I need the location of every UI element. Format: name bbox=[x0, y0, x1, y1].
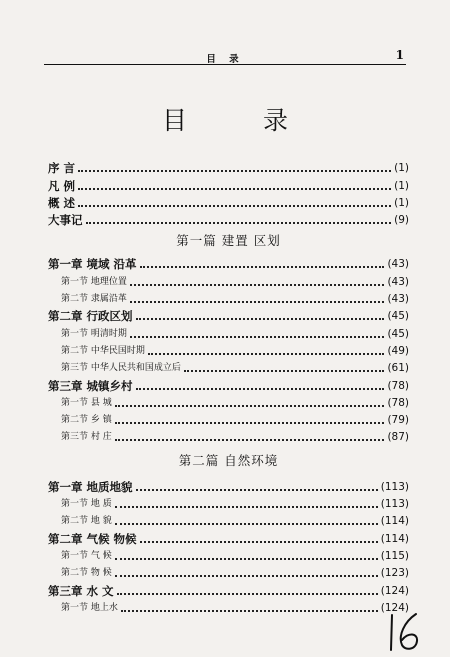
entry-page: (1) bbox=[394, 196, 409, 209]
dot-leader bbox=[115, 437, 385, 441]
dot-leader bbox=[130, 299, 385, 303]
entry-label: 第一节 县 城 bbox=[61, 397, 112, 408]
table-of-contents bbox=[48, 158, 409, 615]
dot-leader bbox=[78, 186, 391, 190]
entry-page: (114) bbox=[380, 515, 409, 528]
entry-page: (43) bbox=[387, 275, 409, 288]
toc-chapter-entry bbox=[48, 158, 409, 175]
toc-title: 目 录 bbox=[162, 106, 322, 135]
entry-label: 第一章 境域 沿革 bbox=[48, 257, 137, 272]
part-heading: 第二篇 自然环境 bbox=[178, 453, 279, 469]
entry-label: 概 述 bbox=[48, 195, 76, 210]
entry-label: 序 言 bbox=[48, 161, 76, 176]
entry-label: 第二章 行政区划 bbox=[48, 309, 133, 324]
dot-leader bbox=[78, 168, 391, 172]
dot-leader bbox=[115, 420, 385, 424]
entry-page: (1) bbox=[394, 179, 409, 192]
toc-chapter-entry bbox=[48, 528, 409, 545]
toc-section-entry bbox=[48, 271, 409, 288]
entry-page: (78) bbox=[387, 396, 409, 409]
dot-leader bbox=[115, 573, 378, 577]
entry-page: (43) bbox=[387, 258, 409, 271]
dot-leader bbox=[130, 282, 385, 286]
dot-leader bbox=[115, 504, 378, 508]
entry-label: 第一节 地上水 bbox=[61, 602, 118, 613]
dot-leader bbox=[136, 487, 378, 491]
entry-page: (115) bbox=[380, 549, 409, 562]
toc-chapter-entry bbox=[48, 306, 409, 323]
dot-leader bbox=[136, 316, 385, 320]
entry-label: 第三节 村 庄 bbox=[61, 432, 112, 443]
toc-section-entry bbox=[48, 323, 409, 340]
dot-leader bbox=[136, 386, 385, 390]
toc-chapter-entry bbox=[48, 193, 409, 210]
toc-section-entry bbox=[48, 427, 409, 444]
dot-leader bbox=[184, 368, 385, 372]
dot-leader bbox=[117, 591, 378, 595]
entry-label: 大事记 bbox=[48, 213, 83, 228]
toc-chapter-entry bbox=[48, 375, 409, 392]
entry-page: (124) bbox=[380, 601, 409, 614]
entry-page: (79) bbox=[387, 414, 409, 427]
entry-page: (78) bbox=[387, 379, 409, 392]
toc-section-entry bbox=[48, 563, 409, 580]
entry-label: 第一节 明清时期 bbox=[61, 328, 127, 339]
entry-label: 第二节 隶属沿革 bbox=[61, 294, 127, 305]
dot-leader bbox=[78, 203, 391, 207]
dot-leader bbox=[130, 334, 385, 338]
page-number: 1 bbox=[395, 48, 404, 62]
entry-page: (9) bbox=[394, 214, 409, 227]
toc-section-entry bbox=[48, 410, 409, 427]
entry-page: (1) bbox=[394, 162, 409, 175]
toc-section-entry bbox=[48, 546, 409, 563]
entry-label: 第三节 中华人民共和国成立后 bbox=[61, 363, 181, 374]
entry-label: 第一节 气 候 bbox=[61, 550, 112, 561]
entry-label: 第三章 城镇乡村 bbox=[48, 378, 133, 393]
entry-page: (49) bbox=[387, 344, 409, 357]
toc-chapter-entry bbox=[48, 580, 409, 597]
entry-page: (114) bbox=[380, 532, 409, 545]
toc-chapter-entry bbox=[48, 476, 409, 493]
entry-label: 凡 例 bbox=[48, 178, 76, 193]
entry-page: (45) bbox=[387, 310, 409, 323]
entry-label: 第一节 地理位置 bbox=[61, 276, 127, 287]
dot-leader bbox=[115, 403, 385, 407]
toc-chapter-entry bbox=[48, 254, 409, 271]
running-header bbox=[44, 50, 406, 65]
entry-page: (45) bbox=[387, 327, 409, 340]
dot-leader bbox=[115, 556, 378, 560]
entry-page: (113) bbox=[380, 498, 409, 511]
toc-chapter-entry bbox=[48, 210, 409, 227]
entry-page: (124) bbox=[380, 584, 409, 597]
dot-leader bbox=[140, 264, 385, 268]
entry-label: 第二章 气候 物候 bbox=[48, 531, 137, 546]
part-heading: 第一篇 建置 区划 bbox=[176, 233, 281, 249]
entry-page: (61) bbox=[387, 362, 409, 375]
toc-section-entry bbox=[48, 289, 409, 306]
entry-label: 第二节 物 候 bbox=[61, 568, 112, 579]
toc-section-entry bbox=[48, 494, 409, 511]
dot-leader bbox=[86, 220, 392, 224]
toc-chapter-entry bbox=[48, 175, 409, 192]
toc-section-entry bbox=[48, 393, 409, 410]
entry-label: 第三章 水 文 bbox=[48, 583, 114, 598]
entry-label: 第二节 乡 镇 bbox=[61, 415, 112, 426]
toc-section-entry bbox=[48, 511, 409, 528]
entry-page: (113) bbox=[380, 480, 409, 493]
entry-label: 第一章 地质地貌 bbox=[48, 479, 133, 494]
entry-page: (123) bbox=[380, 567, 409, 580]
dot-leader bbox=[121, 608, 378, 612]
running-header-title: 目 录 bbox=[206, 54, 244, 65]
toc-section-entry bbox=[48, 341, 409, 358]
handwritten-page-number bbox=[386, 612, 424, 652]
dot-leader bbox=[115, 521, 378, 525]
entry-label: 第二节 地 貌 bbox=[61, 516, 112, 527]
toc-section-entry bbox=[48, 598, 409, 615]
entry-label: 第二节 中华民国时期 bbox=[61, 345, 145, 356]
toc-section-entry bbox=[48, 358, 409, 375]
dot-leader bbox=[148, 351, 385, 355]
entry-page: (43) bbox=[387, 293, 409, 306]
entry-label: 第一节 地 质 bbox=[61, 499, 112, 510]
dot-leader bbox=[140, 539, 378, 543]
entry-page: (87) bbox=[387, 431, 409, 444]
